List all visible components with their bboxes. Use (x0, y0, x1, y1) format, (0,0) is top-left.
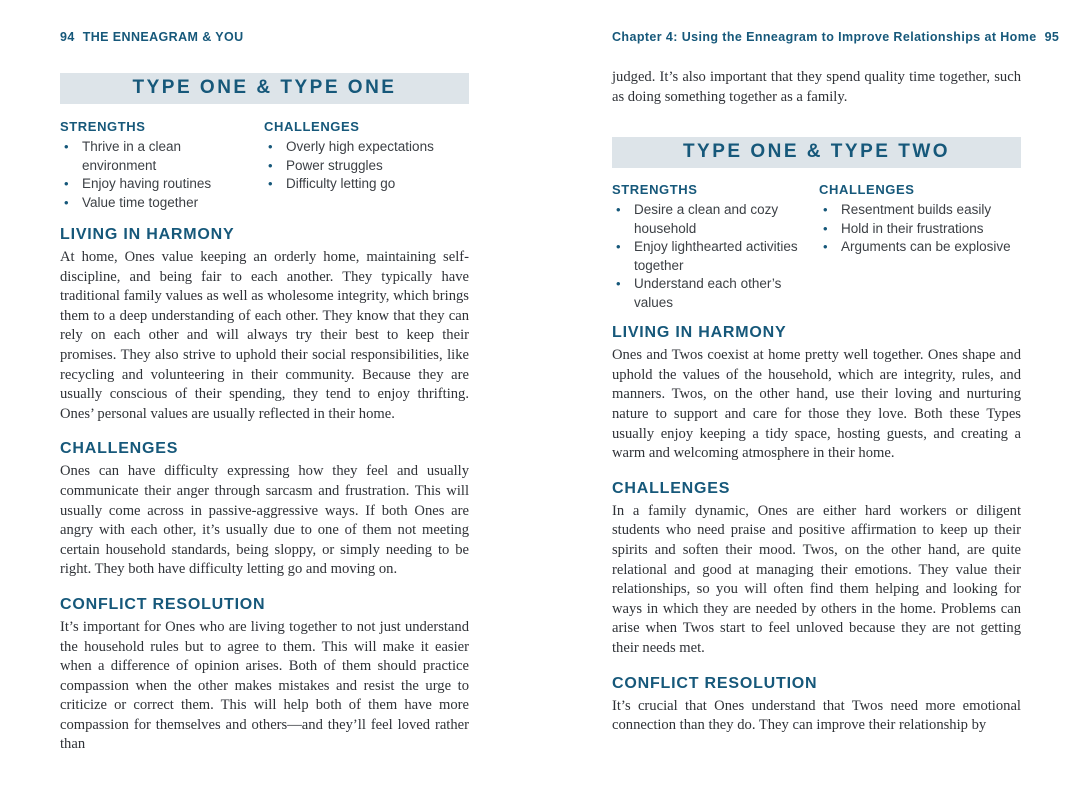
strengths-challenges-right (612, 182, 1021, 312)
running-header-left (60, 30, 469, 44)
section-title-box-right (612, 137, 1021, 168)
page-number-left: 94 (60, 30, 75, 44)
paragraph-challenges-left: Ones can have difficulty expressing how they feel and usually communicate their anger through sarcasm and frustration. This will usually come across in passive-aggressive ways. If both Ones are angry with each other, it’s usually due to one of them not meeting certain household standards, being sloppy, or simply needing to be right. They both have difficulty letting go and moving on. (60, 463, 469, 578)
list-item-text: Understand each other’s values (634, 276, 782, 310)
section-title-box-left (60, 73, 469, 104)
challenges-label-left: CHALLENGES (264, 119, 360, 134)
list-item (819, 220, 1021, 239)
heading-conflict-resolution-right: CONFLICT RESOLUTION (612, 674, 818, 692)
strengths-list-right (612, 201, 819, 312)
strengths-challenges-left (60, 119, 469, 212)
challenges-column-left (264, 119, 469, 212)
list-item-text: Overly high expectations (286, 139, 434, 154)
list-item-text: Enjoy lighthearted activities together (634, 239, 798, 273)
strengths-column-right (612, 182, 819, 312)
heading-challenges-right: CHALLENGES (612, 479, 731, 497)
running-title-right: Chapter 4: Using the Enneagram to Improve Relationships at Home (612, 30, 1037, 44)
section-title-right: TYPE ONE & TYPE TWO (682, 141, 951, 163)
list-item (612, 201, 819, 238)
section-title-left: TYPE ONE & TYPE ONE (132, 77, 397, 98)
list-item-text: Resentment builds easily (841, 202, 992, 218)
list-item (60, 175, 264, 194)
bullet-icon (612, 201, 634, 238)
list-item-text: Thrive in a clean environment (82, 139, 182, 173)
list-item-text: Power struggles (286, 157, 383, 173)
paragraph-living-in-harmony-right: Ones and Twos coexist at home pretty well together. Ones shape and uphold the values of the household, which are integrity, rules, and manners. Twos, on the other hand, use their loving and nurturing nature to support and care for those they love. Both these Types usually enjoy keeping a tidy space, hosting guests, and creating a warm and welcoming atmosphere in their home. (612, 347, 1021, 462)
running-title-left: THE ENNEAGRAM & YOU (82, 30, 244, 44)
bullet-icon (60, 138, 82, 175)
bullet-icon (264, 138, 286, 157)
list-item (60, 194, 264, 213)
paragraph-living-in-harmony-left: At home, Ones value keeping an orderly home, maintaining self-discipline, and being fair to each another. They typically have traditional family values as well as wholesome integrity, which brings them to a deep understanding of each other. They know that they can rely on each other and will always try their best to keep their promises. They also strive to uphold their social responsibilities, like recycling and volunteering in their community. Because they are usually conscious of their spending, they tend to enjoy thrifting. Ones’ personal values are usually reflected in their home. (60, 249, 469, 422)
list-item-text: Desire a clean and cozy household (634, 202, 779, 236)
challenges-column-right (819, 182, 1021, 312)
bullet-icon (819, 238, 841, 257)
list-item-text: Difficulty letting go (286, 176, 396, 191)
list-item (60, 138, 264, 175)
bullet-icon (819, 201, 841, 220)
bullet-icon (264, 157, 286, 176)
page-number-right: 95 (1044, 30, 1060, 44)
heading-conflict-resolution-left: CONFLICT RESOLUTION (60, 595, 266, 613)
list-item-text: Enjoy having routines (82, 176, 212, 191)
bullet-icon (60, 194, 82, 213)
list-item-text: Arguments can be explosive (841, 239, 1011, 255)
list-item (612, 275, 819, 312)
list-item (819, 238, 1021, 257)
paragraph-continuation: judged. It’s also important that they spend quality time together, such as doing something together as a family. (612, 69, 1021, 105)
strengths-column-left (60, 119, 264, 212)
running-header-right (612, 30, 1060, 44)
bullet-icon (60, 175, 82, 194)
bullet-icon (819, 220, 841, 239)
heading-living-in-harmony-left: LIVING IN HARMONY (60, 226, 235, 243)
list-item (612, 238, 819, 275)
page-left (60, 30, 469, 755)
challenges-label-right: CHALLENGES (819, 182, 915, 198)
strengths-label-right: STRENGTHS (612, 182, 698, 198)
list-item-text: Hold in their frustrations (841, 220, 984, 236)
bullet-icon (264, 175, 286, 194)
heading-challenges-left: CHALLENGES (60, 440, 179, 458)
paragraph-challenges-right: In a family dynamic, Ones are either hard workers or diligent students who need praise and positive affirmation to keep up their spirits and soften their mood. Twos, on the other hand, are quite relational and good at managing their emotions. They value their relationships, so you will often find them helping and looking for ways in which they are needed by others in the home. Problems can arise when Twos start to feel unloved because they are not getting their needs met. (612, 502, 1021, 656)
challenges-list-left (264, 138, 469, 194)
strengths-list-left (60, 138, 264, 212)
paragraph-conflict-resolution-left: It’s important for Ones who are living together to not just understand the household rules but to agree to them. This will make it easier when a difference of opinion arises. Both of them should practice compassion when the other makes mistakes and resist the urge to criticize or correct them. This will help both of them have more compassion for themselves and others—and they’ll feel loved rather than (60, 618, 469, 753)
list-item-text: Value time together (82, 194, 199, 210)
challenges-list-right (819, 201, 1021, 257)
page-right (612, 30, 1060, 736)
bullet-icon (612, 238, 634, 275)
heading-living-in-harmony-right: LIVING IN HARMONY (612, 324, 787, 342)
list-item (819, 201, 1021, 220)
bullet-icon (612, 275, 634, 312)
list-item (264, 175, 469, 194)
list-item (264, 138, 469, 157)
paragraph-conflict-resolution-right: It’s crucial that Ones understand that Twos need more emotional connection than they do. They can improve their relationship by (612, 697, 1021, 734)
list-item (264, 157, 469, 176)
strengths-label-left: STRENGTHS (60, 119, 146, 134)
